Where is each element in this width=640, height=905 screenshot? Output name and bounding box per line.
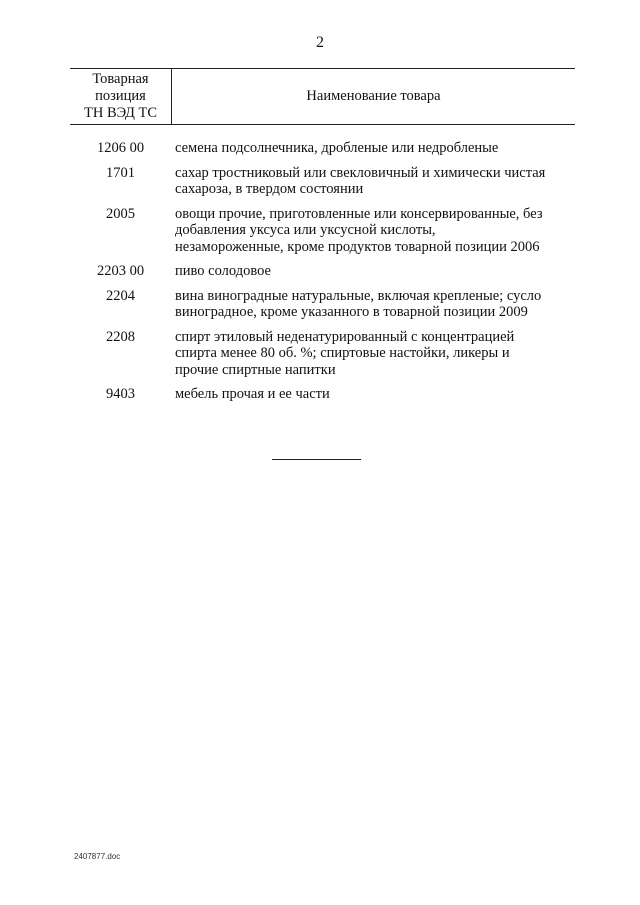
row-code: 1701 (106, 164, 135, 181)
table-row (70, 263, 575, 280)
row-name-line: пиво солодовое (175, 263, 271, 279)
table-row (70, 386, 575, 403)
header-code-line: Товарная (92, 71, 149, 87)
table-row (70, 288, 575, 321)
row-name-line: семена подсолнечника, дробленые или недробленые (175, 140, 499, 156)
row-code: 2005 (106, 205, 135, 222)
row-name (175, 263, 567, 280)
row-code: 1206 00 (96, 140, 145, 156)
row-code: 2203 00 (96, 263, 145, 279)
table-row (70, 140, 575, 157)
footer-filename: 2407877.doc (74, 852, 121, 861)
page-number: 2 (316, 34, 324, 51)
row-name-line: добавления уксуса или уксусной кислоты, (175, 222, 436, 238)
row-name-line: спирта менее 80 об. %; спиртовые настойки, ликеры и (175, 345, 510, 361)
row-name (175, 329, 567, 379)
row-code: 9403 (106, 386, 135, 402)
table-row (70, 329, 575, 379)
row-name (175, 140, 567, 157)
end-of-list-rule (272, 459, 361, 460)
row-name-line: сахароза, в твердом состоянии (175, 181, 364, 197)
row-name-line: мебель прочая и ее части (175, 386, 330, 402)
header-name-column: Наименование товара (306, 88, 441, 104)
table-header (70, 68, 575, 125)
header-code-line: позиция (95, 88, 146, 104)
row-name (175, 165, 567, 198)
table-row (70, 206, 575, 256)
row-code: 2204 (106, 287, 135, 304)
row-code: 2208 (106, 328, 135, 345)
row-name-line: виноградное, кроме указанного в товарной позиции 2009 (175, 304, 528, 320)
row-name-line: спирт этиловый неденатурированный с концентрацией (175, 328, 515, 345)
row-name-line: незамороженные, кроме продуктов товарной позиции 2006 (175, 238, 540, 255)
row-name-line: прочие спиртные напитки (175, 361, 336, 378)
row-name (175, 386, 567, 403)
header-code-column (70, 71, 171, 122)
table-row (70, 165, 575, 198)
row-name (175, 206, 567, 256)
row-name (175, 288, 567, 321)
header-code-line: ТН ВЭД ТС (83, 105, 158, 121)
table-body (70, 140, 575, 411)
row-name-line: вина виноградные натуральные, включая крепленые; сусло (175, 287, 542, 304)
row-name-line: сахар тростниковый или свекловичный и химически чистая (175, 164, 546, 181)
row-name-line: овощи прочие, приготовленные или консервированные, без (175, 205, 543, 222)
